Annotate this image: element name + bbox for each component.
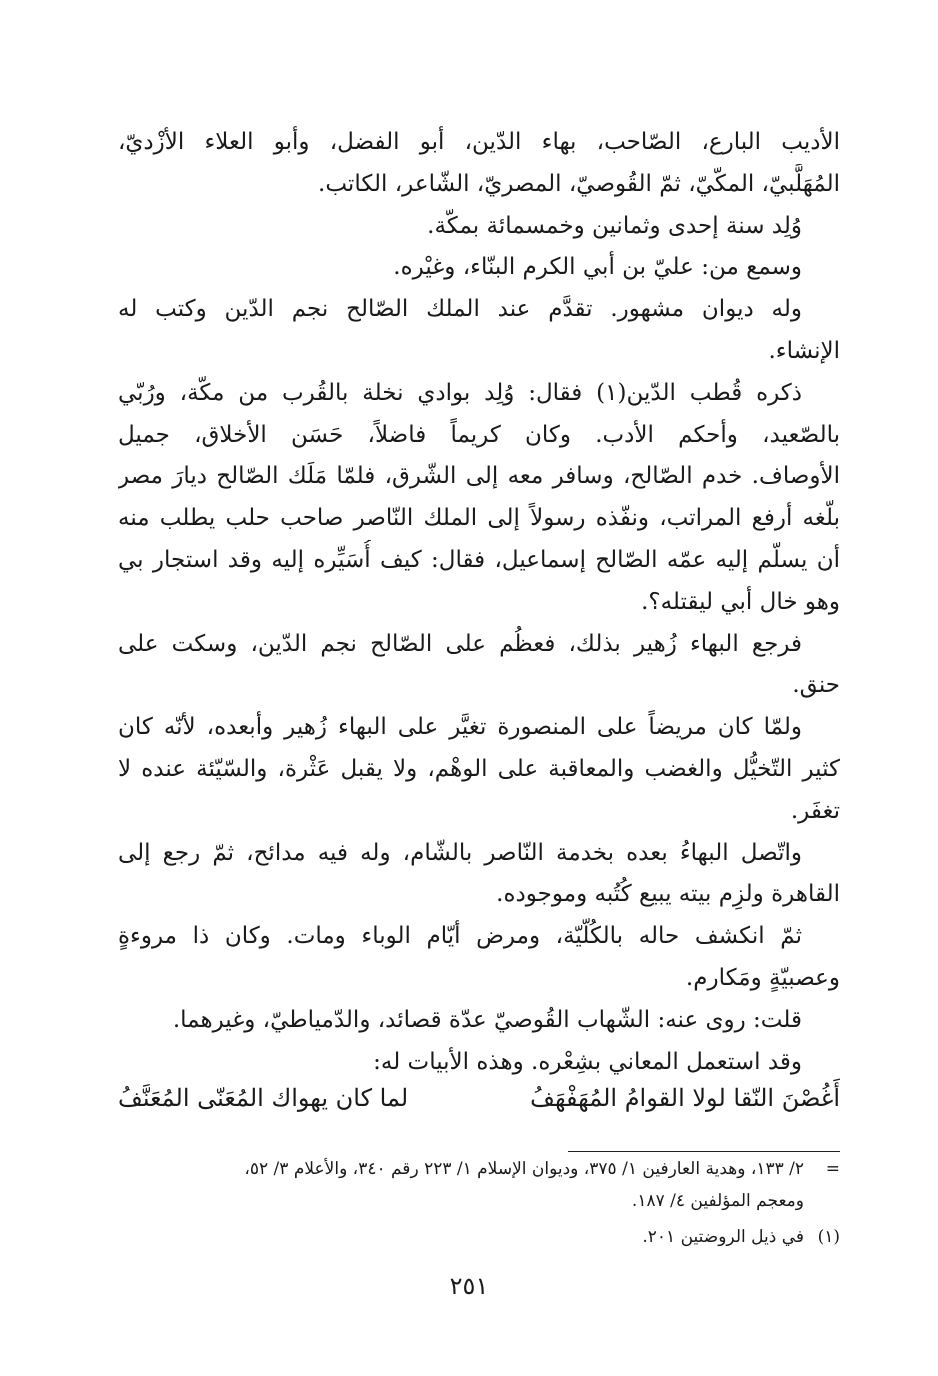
body-text-line: ولمّا كان مريضاً على المنصورة تغيَّر على البهاء زُهير وأبعده، لأنّه كان [118, 714, 802, 741]
page-number: ٢٥١ [449, 1272, 489, 1300]
footnote-line [118, 1154, 840, 1184]
body-text-line: تغفَر. [790, 797, 840, 824]
body-text-line: وهو خال أبي ليقتله؟. [641, 588, 840, 615]
footnote-line [118, 1222, 840, 1252]
body-text-line: الأديب البارع، الصّاحب، بهاء الدّين، أبو الفضل، وأبو العلاء الأزْديّ، [118, 129, 840, 155]
body-text-line: المُهَلَّبيّ، المكّيّ، ثمّ القُوصيّ، المصريّ، الشّاعر، الكاتب. [318, 170, 840, 197]
body-text-line: وسمع من: عليّ بن أبي الكرم البنّاء، وغيْره. [393, 254, 802, 281]
footnote-mark: (١) [817, 1227, 840, 1247]
footnote-separator [568, 1151, 840, 1152]
footnote-text: ٢/ ١٣٣، وهدية العارفين ١/ ٣٧٥، وديوان الإسلام ١/ ٢٢٣ رقم ٣٤٠، والأعلام ٣/ ٥٢، [244, 1159, 804, 1179]
body-text-line: فرجع البهاء زُهير بذلك، فعظُم على الصّالح نجم الدّين، وسكت على [118, 630, 802, 657]
verse-second-hemistich: لما كان يهواك المُعَنّى المُعَنَّفُ [118, 1084, 409, 1112]
body-text-line: ثمّ انكشف حاله بالكُلّيّة، ومرض أيّام الوباء ومات. وكان ذا مروءةٍ [118, 923, 802, 950]
body-text-line: وقد استعمل المعاني بشِعْره. وهذه الأبيات له: [373, 1048, 802, 1075]
body-text-line: حنق. [792, 672, 840, 699]
footnote-line [118, 1186, 840, 1216]
body-text-line: الإنشاء. [768, 338, 840, 364]
body-text-line: وُلِد سنة إحدى وثمانين وخمسمائة بمكّة. [427, 212, 802, 239]
body-text-line: ذكره قُطب الدّين(١) فقال: وُلِد بوادي نخلة بالقُرب من مكّة، ورُبّي [118, 379, 802, 406]
body-text-line: واتّصل البهاءُ بعده بخدمة النّاصر بالشّام، وله فيه مدائح، ثمّ رجع إلى [118, 839, 802, 866]
body-text-line: وعصبيّةٍ ومَكارم. [685, 965, 840, 991]
verse-first-hemistich: أَغُصْنَ النّقا لولا القوامُ المُهَفْهَفُ [530, 1084, 840, 1112]
body-text-line: القاهرة ولزِم بيته يبيع كُتُبه وموجوده. [496, 881, 840, 908]
verse-line [118, 1078, 840, 1118]
body-text-line: أن يسلّم إليه عمّه الصّالح إسماعيل، فقال: كيف أُسَيِّره إليه وقد استجار بي [118, 547, 840, 573]
body-text-line: الأوصاف. خدم الصّالح، وسافر معه إلى الشّرق، فلمّا مَلَك الصّالح ديارَ مصر [118, 463, 840, 490]
body-text-line: كثير التّخيُّل والغضب والمعاقبة على الوهْم، ولا يقبل عَثْرة، والسّيّئة عنده لا [118, 756, 840, 782]
footnote-mark: = [825, 1159, 840, 1179]
body-text-line: بلّغه أرفع المراتب، ونفّذه رسولاً إلى الملك النّاصر صاحب حلب يطلب منه [118, 505, 840, 532]
body-text-line: قلت: روى عنه: الشّهاب القُوصيّ عدّة قصائد، والدّمياطيّ، وغيرهما. [172, 1006, 802, 1033]
body-text-line: بالصّعيد، وأحكم الأدب. وكان كريماً فاضلاً، حَسَن الأخلاق، جميل [118, 421, 840, 448]
footnote-text: ومعجم المؤلفين ٤/ ١٨٧. [631, 1191, 804, 1211]
footnote-text: في ذيل الروضتين ٢٠١. [642, 1227, 804, 1247]
body-text-line: وله ديوان مشهور. تقدَّم عند الملك الصّالح نجم الدّين وكتب له [118, 296, 802, 323]
